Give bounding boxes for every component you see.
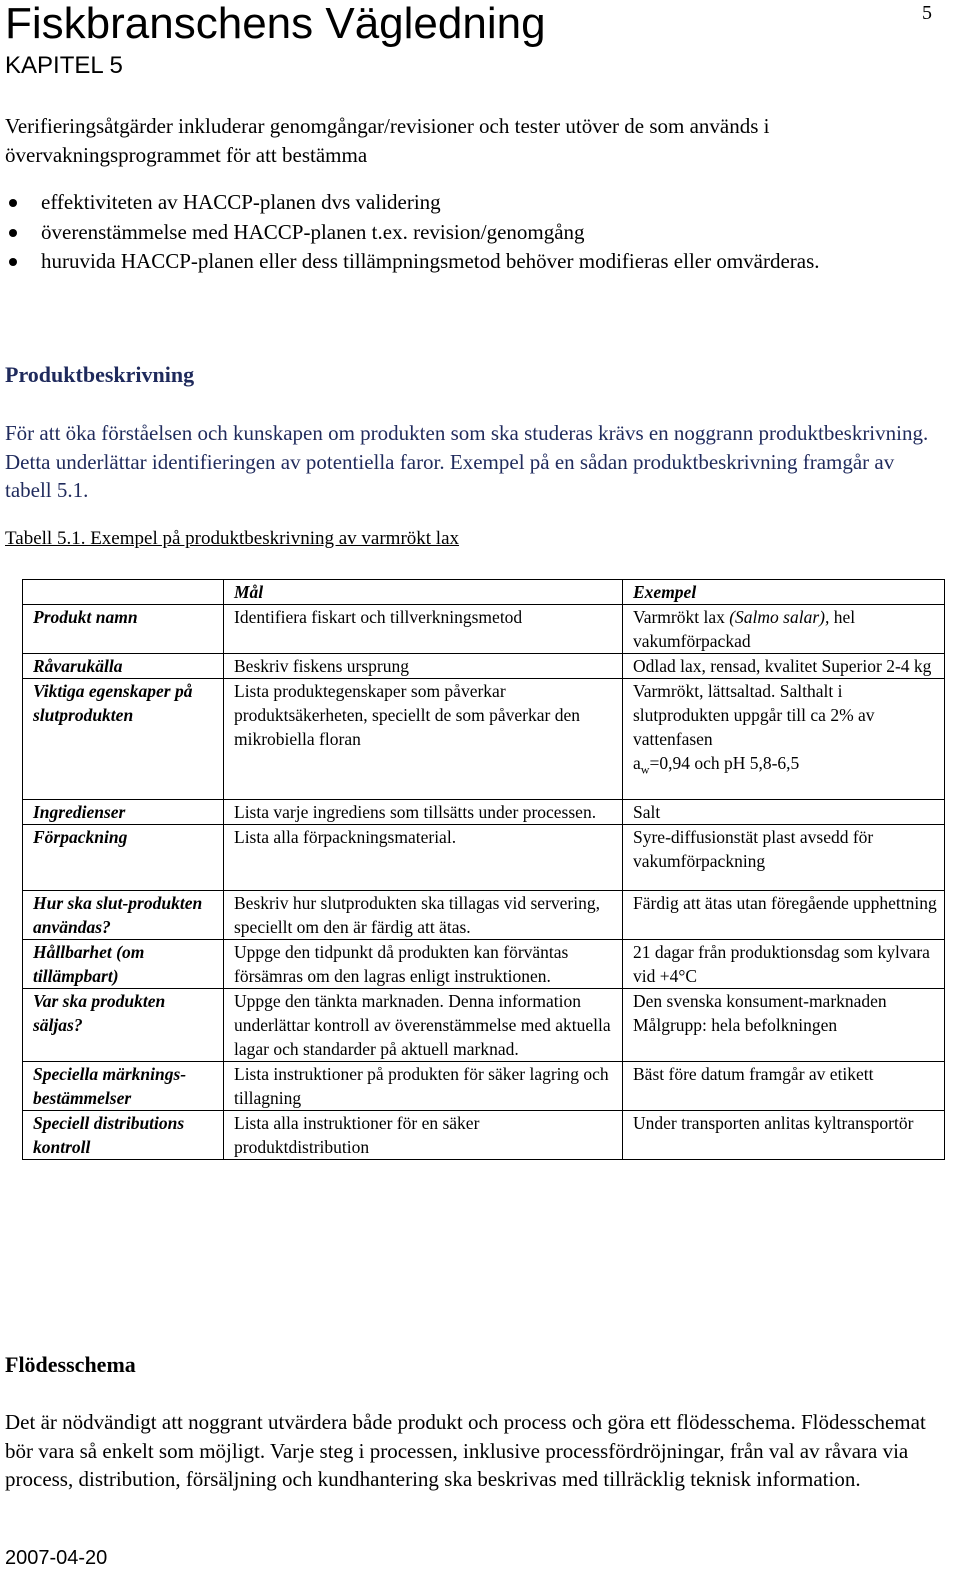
row-example: Varmrökt, lättsaltad. Salthalt i slutprodukten uppgår till ca 2% av vattenfasen $a_w=0,94$ och pH 5,8-6,5 [623, 679, 945, 800]
row-goal: Beskriv hur slutprodukten ska tillagas vid servering, speciellt om den är färdig att ätas. [224, 891, 623, 940]
row-example: Odlad lax, rensad, kvalitet Superior 2-4 kg [623, 654, 945, 679]
row-goal: Uppge den tänkta marknaden. Denna information underlättar kontroll av överenstämmelse med aktuella lagar och standarder på aktuell marknad. [224, 989, 623, 1062]
table-row [23, 1062, 945, 1111]
section-heading-flodesschema: Flödesschema [5, 1352, 136, 1377]
table-row [23, 679, 945, 800]
product-description-table [22, 579, 945, 1160]
row-goal: Lista alla instruktioner för en säker produktdistribution [224, 1111, 623, 1160]
row-label: Viktiga egenskaper på slutprodukten [23, 679, 224, 800]
row-goal: Lista varje ingrediens som tillsätts under processen. [224, 800, 623, 825]
row-label: Var ska produkten säljas? [23, 989, 224, 1062]
row-label: Ingredienser [23, 800, 224, 825]
row-example: Syre-diffusionstät plast avsedd för vakumförpackning [623, 825, 945, 891]
row-goal: Lista produktegenskaper som påverkar produktsäkerheten, speciellt de som påverkar den mikrobiella floran [224, 679, 623, 800]
page-title: Fiskbranschens Vägledning [5, 0, 546, 48]
table-row [23, 891, 945, 940]
row-example: Färdig att ätas utan föregående upphettning [623, 891, 945, 940]
row-label: Råvarukälla [23, 654, 224, 679]
chapter-label: KAPITEL 5 [5, 52, 123, 79]
row-label: Speciella märknings-bestämmelser [23, 1062, 224, 1111]
row-example: Varmrökt lax (Salmo salar), hel vakumförpackad [623, 605, 945, 654]
page-number: 5 [922, 2, 932, 24]
table-row [23, 654, 945, 679]
list-item: överenstämmelse med HACCP-planen t.ex. revision/genomgång [5, 218, 905, 248]
row-label: Hållbarhet (om tillämpbart) [23, 940, 224, 989]
row-label: Produkt namn [23, 605, 224, 654]
row-example: Under transporten anlitas kyltransportör [623, 1111, 945, 1160]
row-goal: Beskriv fiskens ursprung [224, 654, 623, 679]
list-item: effektiviteten av HACCP-planen dvs validering [5, 188, 905, 218]
list-item: huruvida HACCP-planen eller dess tillämpningsmetod behöver modifieras eller omvärderas. [5, 247, 905, 277]
table-row [23, 800, 945, 825]
row-goal: Uppge den tidpunkt då produkten kan förväntas försämras om den lagras enligt instruktionen. [224, 940, 623, 989]
verification-list [5, 188, 905, 277]
table-row [23, 1111, 945, 1160]
table-row [23, 940, 945, 989]
table-row [23, 605, 945, 654]
row-label: Förpackning [23, 825, 224, 891]
table-row [23, 825, 945, 891]
row-goal: Lista alla förpackningsmaterial. [224, 825, 623, 891]
header-cell-goal: Mål [224, 580, 623, 605]
row-example: Den svenska konsument-marknaden Målgrupp: hela befolkningen [623, 989, 945, 1062]
row-goal: Lista instruktioner på produkten för säker lagring och tillagning [224, 1062, 623, 1111]
row-label: Speciell distributions kontroll [23, 1111, 224, 1160]
table-row [23, 989, 945, 1062]
row-example: 21 dagar från produktionsdag som kylvara vid +4°C [623, 940, 945, 989]
section-heading-produktbeskrivning: Produktbeskrivning [5, 362, 195, 387]
intro-paragraph: Verifieringsåtgärder inkluderar genomgångar/revisioner och tester utöver de som används i övervakningsprogrammet för att bestämma [5, 114, 770, 167]
row-example: Salt [623, 800, 945, 825]
header-cell-empty [23, 580, 224, 605]
footer-date: 2007-04-20 [5, 1547, 108, 1569]
flow-paragraph: Det är nödvändigt att noggrant utvärdera både produkt och process och göra ett flödesschema. Flödesschemat bör vara så enkelt som möjligt. Varje steg i processen, inklusive processfördröjningar, från val av råvara via process, distribution, försäljning och kundhantering ska beskrivas med tillräcklig teknisk information. [5, 1410, 926, 1491]
row-goal: Identifiera fiskart och tillverkningsmetod [224, 605, 623, 654]
table-header-row [23, 580, 945, 605]
product-paragraph: För att öka förståelsen och kunskapen om produkten som ska studeras krävs en noggrann produktbeskrivning. Detta underlättar identifieringen av potentiella faror. Exempel på en sådan produktbeskrivning framgår av tabell 5.1. [5, 421, 929, 502]
header-cell-example: Exempel [623, 580, 945, 605]
row-label: Hur ska slut-produkten användas? [23, 891, 224, 940]
row-example: Bäst före datum framgår av etikett [623, 1062, 945, 1111]
table-caption: Tabell 5.1. Exempel på produktbeskrivning av varmrökt lax [5, 528, 460, 549]
